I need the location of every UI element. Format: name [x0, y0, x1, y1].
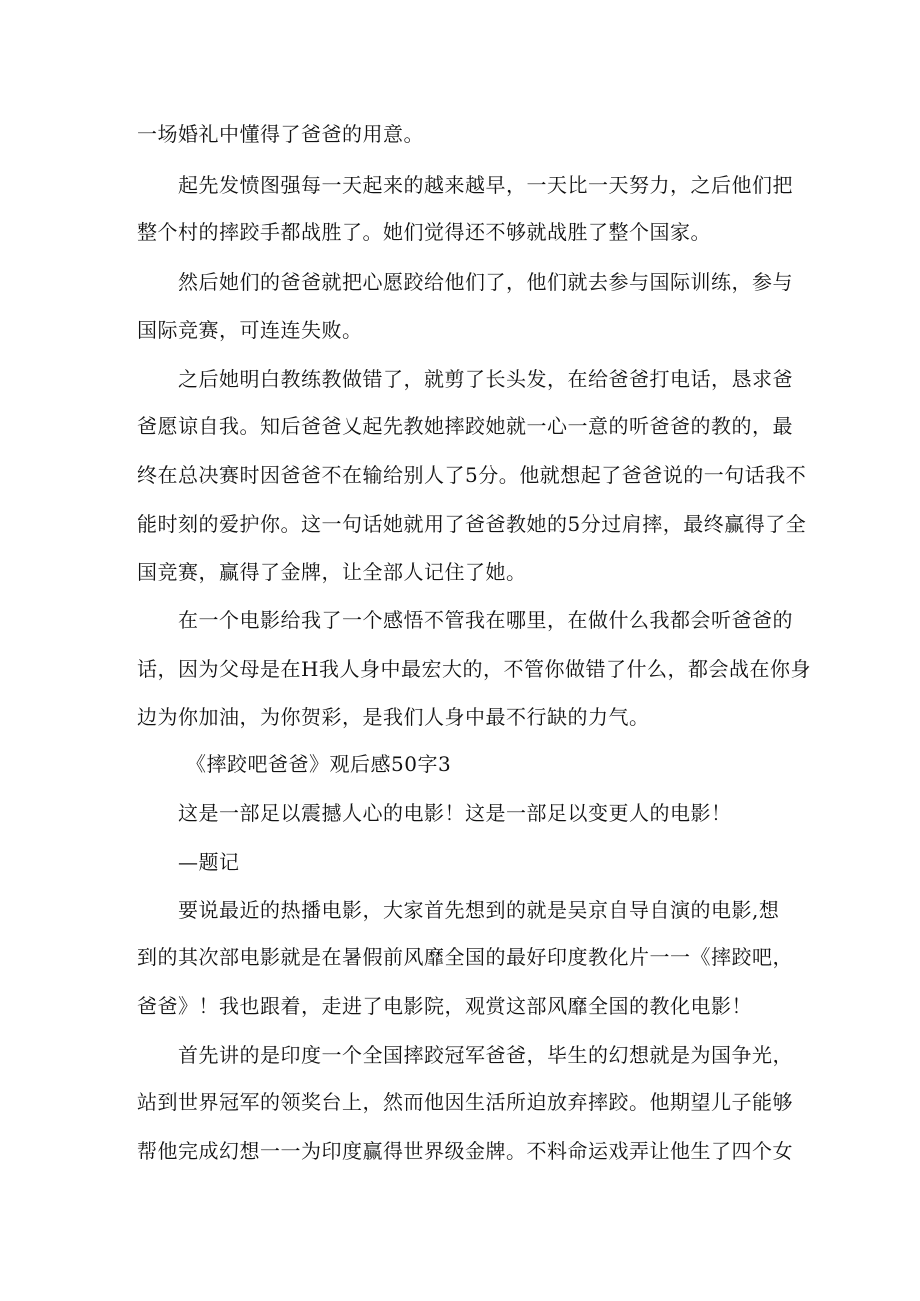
text-line-13: 边为你加油，为你贺彩，是我们人身中最不行缺的力气。	[137, 705, 650, 729]
text-line-12: 话，因为父母是在H我人身中最宏大的，不管你做错了什么，都会战在你身	[137, 657, 811, 681]
paragraph-start-line: 在一个电影给我了一个感悟不管我在哪里，在做什么我都会听爸爸的	[178, 608, 793, 632]
text-line-21: 站到世界冠军的领奖台上，然而他因生活所迫放弃摔跤。他期望儿子能够	[137, 1090, 793, 1114]
text-line-1: 一场婚礼中懂得了爸爸的用意。	[137, 122, 424, 146]
text-line-18: 到的其次部电影就是在暑假前风靡全国的最好印度教化片一一《摔跤吧，	[137, 945, 793, 969]
text-line-7: 爸愿谅自我。知后爸爸乂起先教她摔跤她就一心一意的听爸爸的教的，最	[137, 414, 793, 438]
epigraph-line: 这是一部足以震撼人心的电影！这是一部足以变更人的电影！	[178, 801, 732, 825]
section-title: 《摔跤吧爸爸》观后感50字3	[186, 752, 452, 776]
text-line-22: 帮他完成幻想一一为印度赢得世界级金牌。不料命运戏弄让他生了四个女	[137, 1139, 793, 1163]
paragraph-start-line: 起先发愤图强每一天起来的越来越早，一天比一天努力，之后他们把	[178, 173, 793, 197]
text-line-19: 爸爸》！我也跟着，走进了电影院，观赏这部风靡全国的教化电影！	[137, 994, 752, 1018]
text-line-8: 终在总决赛时因爸爸不在输给别人了5分。他就想起了爸爸说的一句话我不	[137, 463, 807, 487]
epigraph-attribution: —题记	[178, 850, 240, 874]
text-line-10: 国竞赛，赢得了金牌，让全部人记住了她。	[137, 560, 527, 584]
text-line-9: 能时刻的爱护你。这一句话她就用了爸爸教她的5分过肩摔，最终赢得了全	[137, 512, 807, 536]
paragraph-start-line: 之后她明白教练教做错了，就剪了长头发，在给爸爸打电话，恳求爸	[178, 367, 793, 391]
text-line-5: 国际竞赛，可连连失败。	[137, 318, 363, 342]
paragraph-start-line: 首先讲的是印度一个全国摔跤冠军爸爸，毕生的幻想就是为国争光，	[178, 1043, 793, 1067]
paragraph-start-line: 要说最近的热播电影，大家首先想到的就是吴京自导自演的电影,想	[178, 898, 780, 922]
text-line-3: 整个村的摔跤手都战胜了。她们觉得还不够就战胜了整个国家。	[137, 220, 711, 244]
paragraph-start-line: 然后她们的爸爸就把心愿跤给他们了，他们就去参与国际训练，参与	[178, 270, 793, 294]
